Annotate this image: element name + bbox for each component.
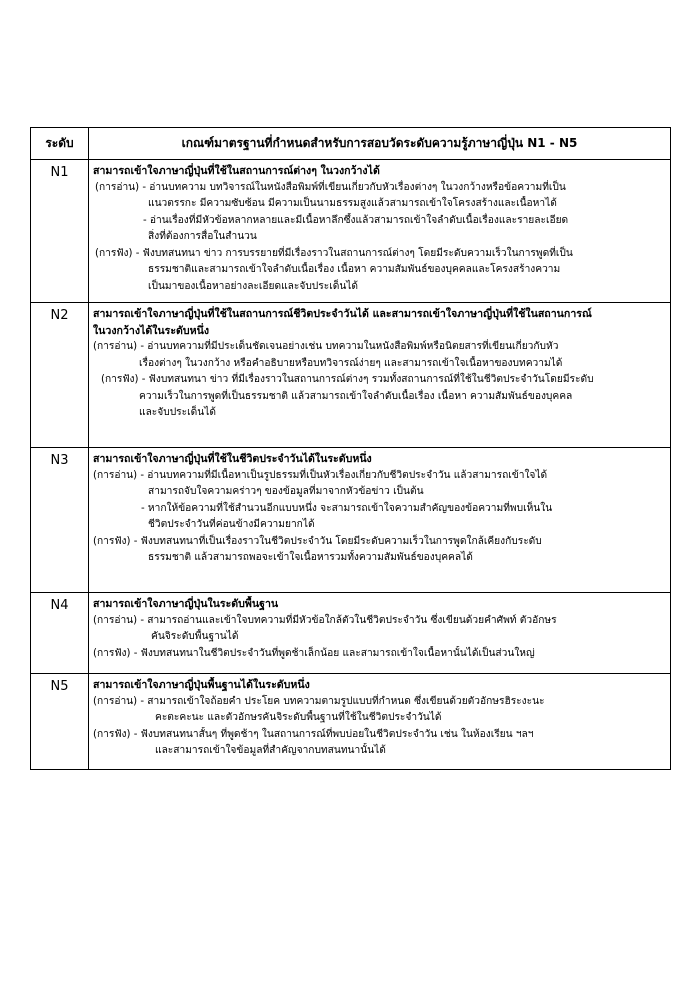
criteria-line: (การอ่าน) - สามารถอ่านและเข้าใจบทความที่มีหัวข้อใกล้ตัวในชีวิตประจำวัน ซึ่งเขียนด้วยคำศัพท์ ตัวอักษร xyxy=(93,614,557,626)
criteria-line: แนวตรรกะ มีความซับซ้อน มีความเป็นนามธรรมสูงแล้วสามารถเข้าใจโครงสร้างและเนื้อหาได้ xyxy=(148,198,557,209)
jlpt-criteria-table xyxy=(30,127,671,770)
level-cell: N1 xyxy=(31,160,89,303)
criteria-cell xyxy=(89,448,671,593)
level-title: สามารถเข้าใจภาษาญี่ปุ่นที่ใช้ในชีวิตประจำวันได้ในระดับหนึ่ง xyxy=(93,453,372,465)
criteria-line: (การฟัง) - ฟังบทสนทนาในชีวิตประจำวันที่พูดช้าเล็กน้อย และสามารถเข้าใจเนื้อหานั้นได้เป็นส่วนใหญ่ xyxy=(93,647,535,659)
criteria-line: - หากให้ข้อความที่ใช้สำนวนอีกแบบหนึ่ง จะสามารถเข้าใจความสำคัญของข้อความที่พบเห็นใน xyxy=(141,502,553,514)
level-title: สามารถเข้าใจภาษาญี่ปุ่นที่ใช้ในสถานการณ์ชีวิตประจำวันได้ และสามารถเข้าใจภาษาญี่ปุ่นที่ใช้ในสถานการณ์ xyxy=(93,308,592,320)
level-cell: N2 xyxy=(31,303,89,448)
criteria-line: (การอ่าน) - อ่านบทความที่มีประเด็นชัดเจนอย่างเช่น บทความในหนังสือพิมพ์หรือนิตยสารที่เขียนเกี่ยวกับหัว xyxy=(93,341,559,352)
criteria-line: ธรรมชาติ แล้วสามารถพอจะเข้าใจเนื้อหารวมทั้งความสัมพันธ์ของบุคคลได้ xyxy=(148,552,473,563)
table-row-n2 xyxy=(31,303,671,448)
criteria-line: (การอ่าน) - อ่านบทความ บทวิจารณ์ในหนังสือพิมพ์ที่เขียนเกี่ยวกับหัวเรื่องต่างๆ ในวงกว้างหรือข้อความที่เป็น xyxy=(95,181,566,193)
table-row-n5 xyxy=(31,674,671,770)
criteria-line: (การฟัง) - ฟังบทสนทนา ข่าว ที่มีเรื่องราวในสถานการณ์ต่างๆ รวมทั้งสถานการณ์ที่ใช้ในชีวิตประจำวันโดยมีระดับ xyxy=(101,374,594,385)
level-title: สามารถเข้าใจภาษาญี่ปุ่นพื้นฐานได้ในระดับหนึ่ง xyxy=(93,679,310,691)
criteria-line: (การฟัง) - ฟังบทสนทนา ข่าว การบรรยายที่มีเรื่องราวในสถานการณ์ต่างๆ โดยมีระดับความเร็วในการพูดที่เป็น xyxy=(95,247,573,259)
level-cell: N4 xyxy=(31,593,89,674)
criteria-line: คะตะคะนะ และตัวอักษรคันจิระดับพื้นฐานที่ใช้ในชีวิตประจำวันได้ xyxy=(155,712,442,723)
criteria-line: - อ่านเรื่องที่มีหัวข้อหลากหลายและมีเนื้อหาลึกซึ้งแล้วสามารถเข้าใจลำดับเนื้อเรื่องและรายละเอียด xyxy=(143,214,569,226)
criteria-cell xyxy=(89,674,671,770)
criteria-line: และสามารถเข้าใจข้อมูลที่สำคัญจากบทสนทนานั้นได้ xyxy=(155,745,386,756)
criteria-line: ธรรมชาติและสามารถเข้าใจลำดับเนื้อเรื่อง เนื้อหา ความสัมพันธ์ของบุคคลและโครงสร้างความ xyxy=(148,264,561,275)
criteria-line: และจับประเด็นได้ xyxy=(139,407,216,418)
criteria-line: สามารถจับใจความคร่าวๆ ของข้อมูลที่มาจากหัวข้อข่าว เป็นต้น xyxy=(148,486,424,497)
criteria-line: เรื่องต่างๆ ในวงกว้าง หรือคำอธิบายหรือบทวิจารณ์ง่ายๆ และสามารถเข้าใจเนื้อหาของบทความได้ xyxy=(139,357,563,369)
criteria-line: (การฟัง) - ฟังบทสนทนาที่เป็นเรื่องราวในชีวิตประจำวัน โดยมีระดับความเร็วในการพูดใกล้เคียงกับระดับ xyxy=(93,535,542,547)
table-row-n1 xyxy=(31,160,671,303)
table-row-n4 xyxy=(31,593,671,674)
header-level: ระดับ xyxy=(31,128,89,160)
table-row-n3 xyxy=(31,448,671,593)
criteria-line: (การอ่าน) - อ่านบทความที่มีเนื้อหาเป็นรูปธรรมที่เป็นหัวเรื่องเกี่ยวกับชีวิตประจำวัน แล้วสามารถเข้าใจได้ xyxy=(93,469,548,481)
criteria-cell xyxy=(89,160,671,303)
criteria-line: ความเร็วในการพูดที่เป็นธรรมชาติ แล้วสามารถเข้าใจลำดับเนื้อเรื่อง เนื้อหา ความสัมพันธ์ของบุคคล xyxy=(139,390,573,402)
criteria-line: (การฟัง) - ฟังบทสนทนาสั้นๆ ที่พูดช้าๆ ในสถานการณ์ที่พบบ่อยในชีวิตประจำวัน เช่น ในห้องเรียน ฯลฯ xyxy=(93,728,534,740)
criteria-line: คันจิระดับพื้นฐานได้ xyxy=(151,631,239,642)
header-criteria: เกณฑ์มาตรฐานที่กำหนดสำหรับการสอบวัดระดับความรู้ภาษาญี่ปุ่น N1 - N5 xyxy=(89,128,671,160)
criteria-line: ชีวิตประจำวันที่ค่อนข้างมีความยากได้ xyxy=(148,519,315,530)
table-header-row xyxy=(31,128,671,160)
level-cell: N3 xyxy=(31,448,89,593)
criteria-line: สิ่งที่ต้องการสื่อในสำนวน xyxy=(148,231,257,242)
level-title: สามารถเข้าใจภาษาญี่ปุ่นที่ใช้ในสถานการณ์ต่างๆ ในวงกว้างได้ xyxy=(93,165,380,177)
criteria-cell xyxy=(89,303,671,448)
criteria-cell xyxy=(89,593,671,674)
criteria-line: เป็นมาของเนื้อหาอย่างละเอียดและจับประเด็นได้ xyxy=(148,280,359,292)
level-title: สามารถเข้าใจภาษาญี่ปุ่นในระดับพื้นฐาน xyxy=(93,598,279,610)
level-cell: N5 xyxy=(31,674,89,770)
criteria-line: (การอ่าน) - สามารถเข้าใจถ้อยคำ ประโยค บทความตามรูปแบบที่กำหนด ซึ่งเขียนด้วยตัวอักษรฮิระงะนะ xyxy=(93,695,545,707)
document-page xyxy=(30,127,670,770)
level-title-continued: ในวงกว้างได้ในระดับหนึ่ง xyxy=(93,324,210,337)
